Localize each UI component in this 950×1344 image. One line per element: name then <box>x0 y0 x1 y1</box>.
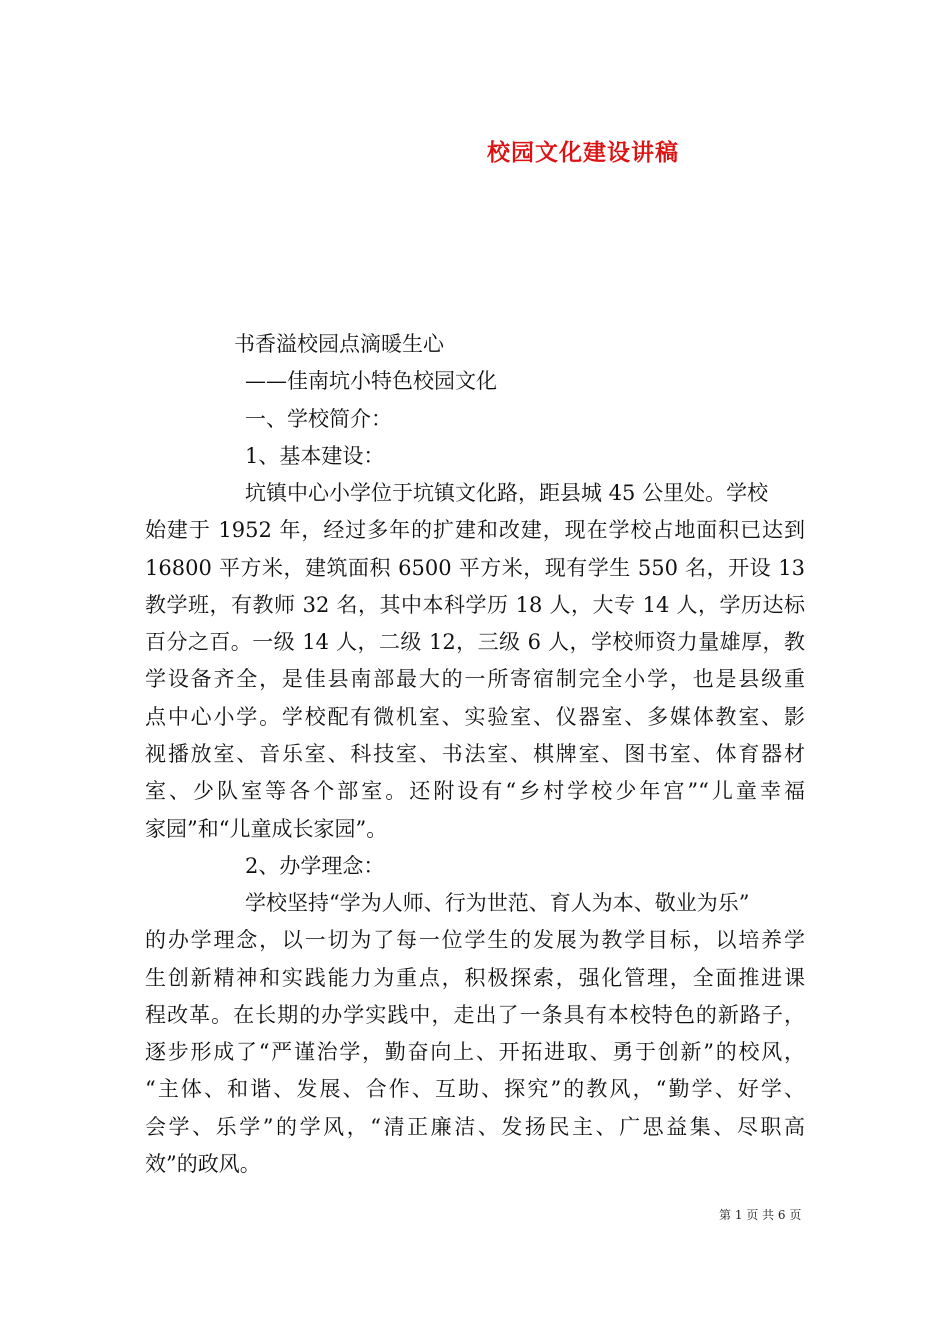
paragraph-line: 的办学理念，以一切为了每一位学生的发展为教学目标，以培养学 <box>145 928 805 953</box>
paragraph-line: 教学班，有教师 32 名，其中本科学历 18 人，大专 14 人，学历达标 <box>145 592 805 617</box>
paragraph-line: 学校坚持“学为人师、行为世范、育人为本、敬业为乐” <box>245 891 750 915</box>
paragraph-basic-construction <box>145 475 805 848</box>
intro-headings <box>145 326 805 475</box>
paragraph-line: 室、少队室等各个部室。还附设有“乡村学校少年宫”“儿童幸福 <box>145 779 805 804</box>
paragraph-line: 视播放室、音乐室、科技室、书法室、棋牌室、图书室、体育器材 <box>145 742 805 767</box>
paragraph-line: 坑镇中心小学位于坑镇文化路，距县城 45 公里处。学校 <box>245 481 769 505</box>
paragraph-line: 始建于 1952 年，经过多年的扩建和改建，现在学校占地面积已达到 <box>145 518 805 543</box>
section-heading-1: 一、学校简介： <box>245 406 392 431</box>
paragraph-line: 家园”和“儿童成长家园”。 <box>145 816 388 841</box>
paragraph-line: 效”的政风。 <box>145 1152 261 1177</box>
paragraph-line: 百分之百。一级 14 人，二级 12，三级 6 人，学校师资力量雄厚，教 <box>145 630 805 655</box>
subtitle-main: 书香溢校园点滴暖生心 <box>234 332 444 356</box>
paragraph-line: 程改革。在长期的办学实践中，走出了一条具有本校特色的新路子， <box>145 1002 805 1027</box>
page-number-footer: 第 1 页 共 6 页 <box>719 1208 802 1222</box>
subsection-heading-1: 1、基本建设： <box>245 443 385 468</box>
subtitle-sub: ——佳南坑小特色校园文化 <box>245 369 497 394</box>
paragraph-line: 会学、乐学”的学风，“清正廉洁、发扬民主、广思益集、尽职高 <box>145 1114 805 1139</box>
paragraph-line: 学设备齐全，是佳县南部最大的一所寄宿制完全小学，也是县级重 <box>145 667 805 692</box>
paragraph-line: 生创新精神和实践能力为重点，积极探索，强化管理，全面推进课 <box>145 965 805 990</box>
paragraph-line: 点中心小学。学校配有微机室、实验室、仪器室、多媒体教室、影 <box>145 704 805 729</box>
paragraph-school-philosophy <box>145 885 805 1183</box>
subsection-2 <box>145 848 805 885</box>
document-title: 校园文化建设讲稿 <box>487 140 679 166</box>
paragraph-line: “主体、和谐、发展、合作、互助、探究”的教风，“勤学、好学、 <box>145 1077 805 1102</box>
paragraph-line: 逐步形成了“严谨治学，勤奋向上、开拓进取、勇于创新”的校风， <box>145 1040 805 1065</box>
paragraph-line: 16800 平方米，建筑面积 6500 平方米，现有学生 550 名，开设 13 <box>145 555 805 580</box>
subsection-heading-2: 2、办学理念： <box>245 854 385 878</box>
